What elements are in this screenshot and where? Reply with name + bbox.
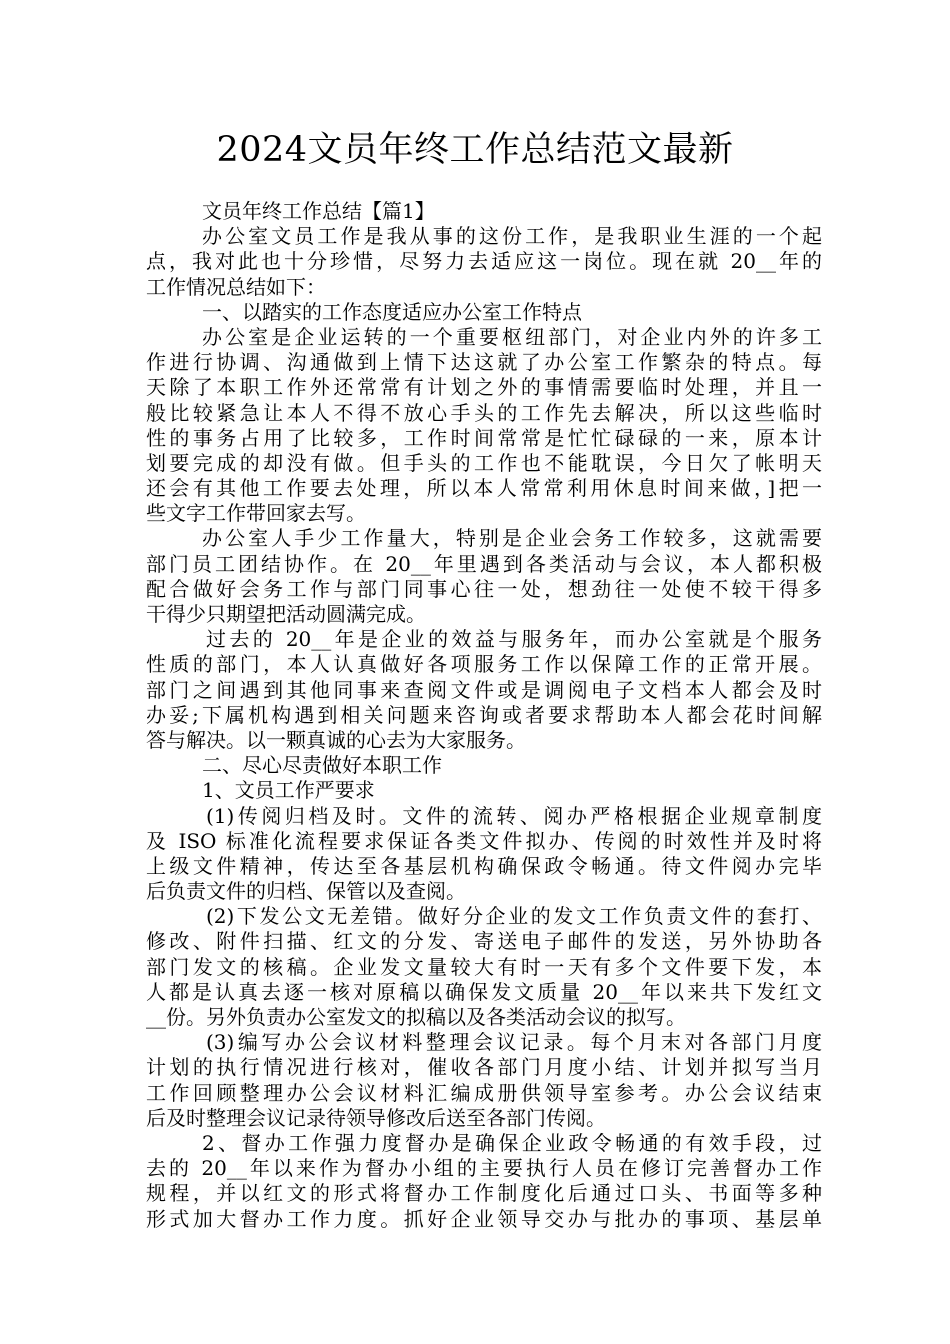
text-line: 干得少只期望把活动圆满完成。 — [146, 602, 426, 626]
text-line: 部门发文的核稿。企业发文量较大有时一天有多个文件要下发，本 — [146, 954, 822, 979]
text-line: 工作情况总结如下： — [146, 274, 326, 299]
document-body — [146, 199, 822, 1232]
text-line: 办公室文员工作是我从事的这份工作，是我职业生涯的一个起 — [202, 224, 822, 249]
text-line: 还会有其他工作要去处理，所以本人常常利用休息时间来做，]把一 — [146, 476, 822, 501]
text-line: 计划的执行情况进行核对，催收各部门月度小结、计划并拟写当月 — [146, 1055, 822, 1080]
document-title: 2024文员年终工作总结范文最新 — [216, 130, 734, 170]
text-line: 修改、附件扫描、红文的分发、寄送电子邮件的发送，另外协助各 — [146, 929, 822, 954]
text-line: (2)下发公文无差错。做好分企业的发文工作负责文件的套打、 — [206, 904, 822, 929]
text-line: 二、尽心尽责做好本职工作 — [202, 753, 442, 778]
text-line: 部门员工团结协作。在 20__年里遇到各类活动与会议，本人都积极 — [146, 551, 822, 576]
text-line: 般比较紧急让本人不得不放心手头的工作先去解决，所以这些临时 — [146, 400, 822, 425]
text-line: 规程，并以红文的形式将督办工作制度化后通过口头、书面等多种 — [146, 1181, 822, 1206]
text-line: __份。另外负责办公室发文的拟稿以及各类活动会议的拟写。 — [146, 1005, 686, 1029]
text-line: 些文字工作带回家去写。 — [146, 501, 366, 526]
text-line: 人都是认真去逐一核对原稿以确保发文质量 20__年以来共下发红文 — [146, 979, 822, 1004]
text-line: 天除了本职工作外还常常有计划之外的事情需要临时处理，并且一 — [146, 375, 822, 400]
text-line: (3)编写办公会议材料整理会议记录。每个月末对各部门月度 — [206, 1030, 822, 1055]
text-line: 办公室人手少工作量大，特别是企业会务工作较多，这就需要 — [202, 526, 822, 551]
text-line: 2、督办工作强力度督办是确保企业政令畅通的有效手段，过 — [202, 1130, 822, 1155]
text-line: 过去的 20__年是企业的效益与服务年，而办公室就是个服务 — [206, 627, 822, 652]
text-line: 后及时整理会议记录待领导修改后送至各部门传阅。 — [146, 1105, 606, 1130]
text-line: 点，我对此也十分珍惜，尽努力去适应这一岗位。现在就 20__年的 — [146, 249, 822, 274]
text-line: 一、以踏实的工作态度适应办公室工作特点 — [202, 299, 582, 324]
text-line: 配合做好会务工作与部门同事心往一处，想劲往一处使不较干得多 — [146, 576, 822, 601]
text-line: 部门之间遇到其他同事来查阅文件或是调阅电子文档本人都会及时 — [146, 677, 822, 702]
text-line: 后负责文件的归档、保管以及查阅。 — [146, 879, 466, 904]
text-line: (1)传阅归档及时。文件的流转、阅办严格根据企业规章制度 — [206, 803, 822, 828]
text-line: 1、文员工作严要求 — [202, 778, 375, 803]
text-line: 划要完成的却没有做。但手头的工作也不能耽误，今日欠了帐明天 — [146, 450, 822, 475]
text-line: 作进行协调、沟通做到上情下达这就了办公室工作繁杂的特点。每 — [146, 350, 822, 375]
text-line: 性质的部门，本人认真做好各项服务工作以保障工作的正常开展。 — [146, 652, 822, 677]
text-line: 及 ISO 标准化流程要求保证各类文件拟办、传阅的时效性并及时将 — [146, 828, 822, 853]
text-line: 文员年终工作总结【篇1】 — [202, 199, 435, 223]
text-line: 性的事务占用了比较多，工作时间常常是忙忙碌碌的一来，原本计 — [146, 425, 822, 450]
text-line: 上级文件精神，传达至各基层机构确保政令畅通。待文件阅办完毕 — [146, 853, 822, 878]
text-line: 答与解决。以一颗真诚的心去为大家服务。 — [146, 727, 526, 752]
text-line: 工作回顾整理办公会议材料汇编成册供领导室参考。办公会议结束 — [146, 1080, 822, 1105]
text-line: 办公室是企业运转的一个重要枢纽部门，对企业内外的许多工 — [202, 324, 822, 349]
text-line: 办妥;下属机构遇到相关问题来咨询或者要求帮助本人都会花时间解 — [146, 702, 822, 727]
text-line: 去的 20__年以来作为督办小组的主要执行人员在修订完善督办工作 — [146, 1156, 822, 1181]
text-line: 形式加大督办工作力度。抓好企业领导交办与批办的事项、基层单 — [146, 1206, 822, 1231]
